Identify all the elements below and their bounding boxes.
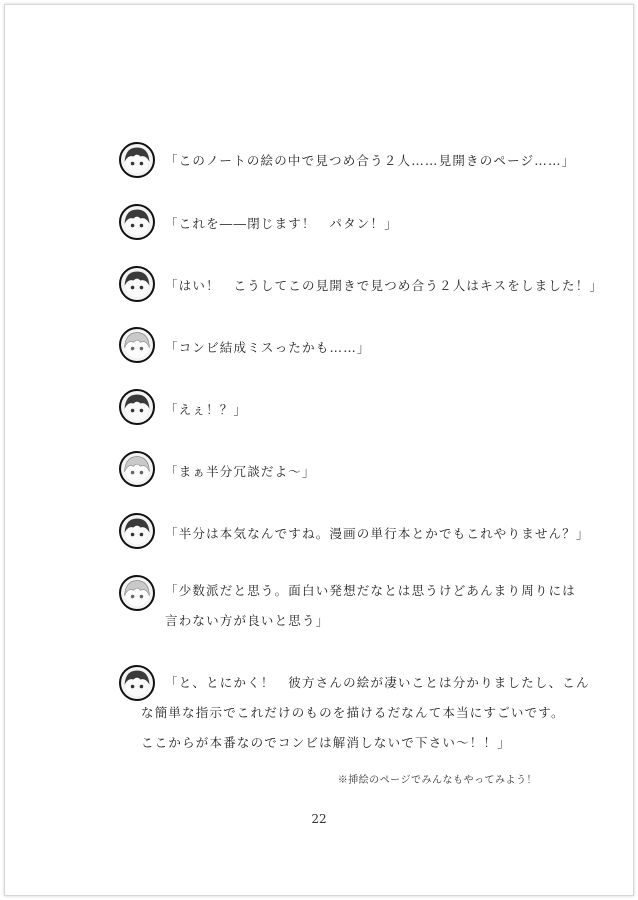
avatar-dark-hair-icon xyxy=(119,204,155,240)
dialogue-line: な簡単な指示でこれだけのものを描けるだなんて本当にすごいです。 xyxy=(141,705,565,720)
dialogue-line: 「まぁ半分冗談だよ～」 xyxy=(165,464,316,479)
dialogue-line: 「コンビ結成ミスったかも……」 xyxy=(165,340,371,355)
dialogue-line: 「半分は本気なんですね。漫画の単行本とかでもこれやりません？」 xyxy=(165,526,590,541)
avatar-light-hair-icon xyxy=(119,451,155,487)
avatar-dark-hair-icon xyxy=(119,665,155,701)
dialogue-line: 「少数派だと思う。面白い発想だなとは思うけどあんまり周りには xyxy=(165,583,577,598)
avatar-light-hair-icon xyxy=(119,327,155,363)
page-number: 22 xyxy=(311,812,327,826)
dialogue-line: 「これを――閉じます！ パタン！」 xyxy=(165,216,398,231)
dialogue-line: ここからが本番なのでコンビは解消しないで下さい～！！」 xyxy=(141,735,511,750)
dialogue-line: 「はい！ こうしてこの見開きで見つめ合う２人はキスをしました！」 xyxy=(165,278,604,293)
dialogue-paragraph xyxy=(141,668,590,758)
avatar-dark-hair-icon xyxy=(119,266,155,302)
dialogue-paragraph xyxy=(165,576,576,636)
avatar-dark-hair-icon xyxy=(119,389,155,425)
dialogue-line: 「えぇ！？」 xyxy=(165,402,248,417)
avatar-dark-hair-icon xyxy=(119,513,155,549)
dialogue-line: 言わない方が良いと思う」 xyxy=(165,613,330,628)
footnote: ※挿絵のページでみんなもやってみよう！ xyxy=(337,775,537,786)
avatar-light-hair-icon xyxy=(119,575,155,611)
book-page xyxy=(4,4,634,896)
dialogue-line: 「このノートの絵の中で見つめ合う２人……見開きのページ……」 xyxy=(165,153,576,168)
avatar-dark-hair-icon xyxy=(119,142,155,178)
dialogue-line: 「と、とにかく！ 彼方さんの絵が凄いことは分かりましたし、こん xyxy=(165,675,590,690)
